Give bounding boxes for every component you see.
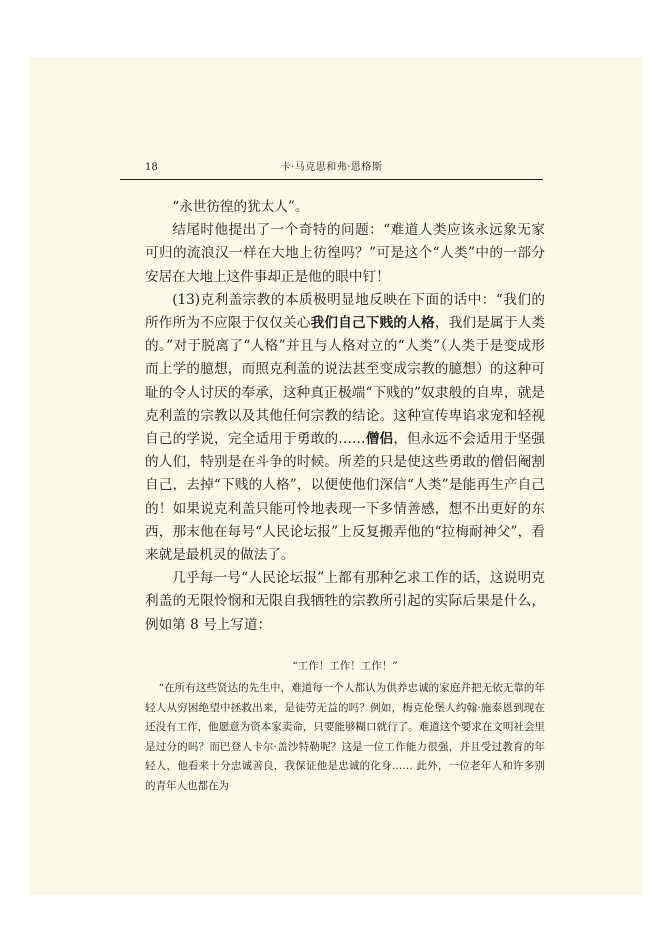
paragraph-3-middle: ，我们是属于人类的。”对于脱离了“人格”并且与人格对立的“人类”（人类于是变成形而上学的臆想，而照克利盖的说法甚至变成宗教的臆想）的这种可耻的令人讨厌的奉承，这种真正极端“下贱的”奴隶般的自卑，就是克利盖的宗教以及其他任何宗教的结论。这种宣传卑谄求宠和轻视自己的学说，完全适用于勇敢的…… bbox=[145, 315, 546, 448]
running-title: 卡·马克思和弗·恩格斯 bbox=[280, 162, 383, 173]
page-header bbox=[120, 103, 543, 180]
emphasis-personality: 我们自己下贱的人格 bbox=[310, 315, 435, 332]
paragraph-3-end: ，但永远不会适用于坚强的人们，特别是在斗争的时候。所差的只是使这些勇敢的僧侣阉割自己，去掉“下贱的人格”，以便使他们深信“人类”是能再生产自己的！如果说克利盖只能可怜地表现一下多情善感，想不出更好的东西，那末他在每号“人民论坛报”上反复搬弄他的“拉梅耐神父”，看来就是最机灵的做法了。 bbox=[145, 431, 546, 564]
paragraph-4: 几乎每一号“人民论坛报”上都有那种乞求工作的话，这说明克利盖的无限怜悯和无限自我牺牲的宗教所引起的实际后果是什么，例如第 8 号上写道： bbox=[145, 570, 545, 633]
main-text bbox=[145, 196, 545, 637]
paragraph-2: 结尾时他提出了一个奇特的问题：“难道人类应该永远象无家可归的流浪汉一样在大地上彷徨吗？”可是这个“人类”中的一部分安居在大地上这件事却正是他的眼中钉！ bbox=[145, 222, 545, 285]
paragraph-1: “永世彷徨的犹太人”。 bbox=[172, 199, 309, 215]
paragraph-3-start: (13)克利盖宗教的本质极明显地反映在下面的话中：“我们的所作所为不应限于仅仅关心 bbox=[145, 291, 545, 332]
quote-block bbox=[145, 679, 545, 796]
page-number: 18 bbox=[145, 162, 158, 173]
quote-title: “工作！工作！工作！” bbox=[292, 660, 398, 672]
paragraph-3 bbox=[145, 289, 545, 567]
emphasis-priests: 僧侣 bbox=[365, 431, 394, 448]
quote-paragraph: “在所有这些贤达的先生中，难道每一个人都认为供养忠诚的家庭并把无依无靠的年轻人从穷困绝望中拯救出来，是徒劳无益的吗？例如，梅克伦堡人约翰·施泰恩到现在还没有工作，他愿意为资本家卖命，只要能够糊口就行了。难道这个要求在文明社会里是过分的吗？而巴登人卡尔·盖沙特勒呢？这是一位工作能力很强，并且受过教育的年轻人，他看来十分忠诚善良，我保证他是忠诚的化身…… 此外，一位老年人和许多别的青年人也都在为 bbox=[145, 682, 545, 792]
